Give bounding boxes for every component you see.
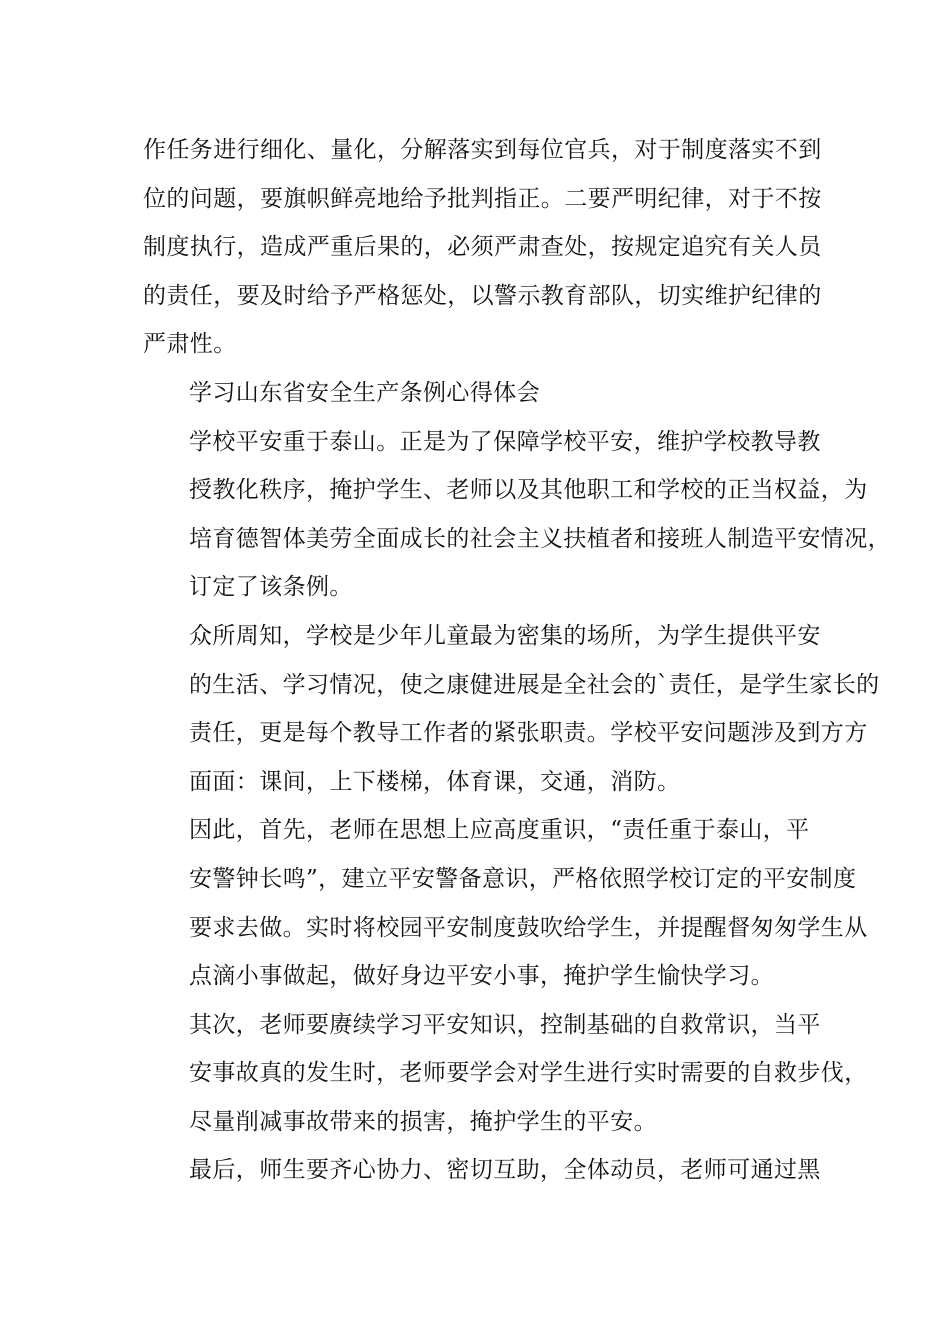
text-line: 其次，老师要赓续学习平安知识，控制基础的自救常识，当平 [189,1011,821,1038]
text-line: 授教化秩序，掩护学生、老师以及其他职工和学校的正当权益，为 [189,477,868,504]
continuation-paragraph [143,126,823,369]
body-paragraph [143,806,868,1000]
text-line: 最后，师生要齐心协力、密切互助，全体动员，老师可通过黑 [189,1157,821,1184]
text-line: 订定了该条例。 [189,574,353,601]
text-line: 面面：课间，上下楼梯，体育课，交通，消防。 [189,768,681,795]
text-line: 的责任，要及时给予严格惩处，以警示教育部队，切实维护纪律的 [143,282,822,309]
text-line: 要求去做。实时将校园平安制度鼓吹给学生，并提醒督匆匆学生从 [189,914,868,941]
text-line: 严肃性。 [143,331,237,358]
text-line: 众所周知，学校是少年儿童最为密集的场所，为学生提供平安 [189,622,821,649]
text-line: 点滴小事做起，做好身边平安小事，掩护学生愉快学习。 [189,963,774,990]
text-line: 制度执行，造成严重后果的，必须严肃查处，按规定追究有关人员 [143,234,822,261]
text-line: 位的问题，要旗帜鲜亮地给予批判指正。二要严明纪律，对于不按 [143,185,822,212]
body-paragraph [143,1146,823,1195]
text-line: 安事故真的发生时，老师要学会对学生进行实时需要的自救步伐， [189,1060,868,1087]
title-text: 学习山东省安全生产条例心得体会 [189,379,540,406]
text-line: 的生活、学习情况，使之康健进展是全社会的`责任，是学生家长的 [189,671,880,698]
text-line: 因此，首先，老师在思想上应高度重识，“责任重于泰山，平 [189,817,810,844]
text-line: 责任，更是每个教导工作者的紧张职责。学校平安问题涉及到方方 [189,720,868,747]
document-body [143,126,891,1195]
text-line: 尽量削减事故带来的损害，掩护学生的平安。 [189,1108,657,1135]
body-paragraph [143,1001,868,1147]
body-paragraph [143,418,891,612]
text-line: 作任务进行细化、量化，分解落实到每位官兵，对于制度落实不到 [143,137,822,163]
text-line: 学校平安重于泰山。正是为了保障学校平安，维护学校教导教 [189,428,821,455]
text-line: 培育德智体美劳全面成长的社会主义扶植者和接班人制造平安情况， [189,525,891,552]
text-line: 安警钟长鸣”，建立平安警备意识，严格依照学校订定的平安制度 [189,865,857,892]
section-title [143,369,823,418]
body-paragraph [143,612,880,806]
